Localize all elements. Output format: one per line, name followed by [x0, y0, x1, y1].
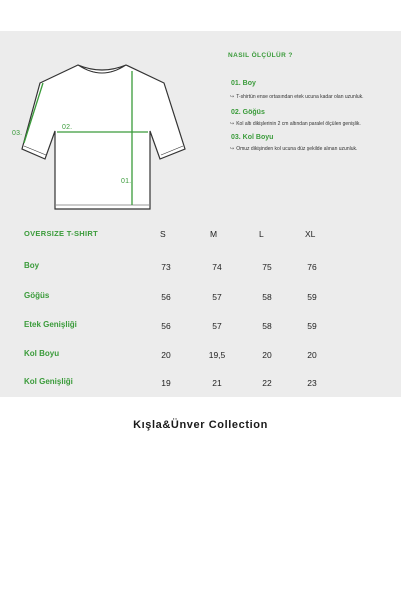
- table-cell: 76: [307, 262, 317, 272]
- arrow-icon: ↪: [230, 121, 235, 127]
- table-cell: 59: [307, 321, 317, 331]
- brand-name: Kışla&Ünver Collection: [133, 419, 268, 431]
- measure-desc-1: ↪ T-shirtün ense ortasından etek ucuna kadar olan uzunluk.: [230, 94, 364, 100]
- table-cell: 20: [307, 350, 317, 360]
- table-cell: 56: [161, 321, 171, 331]
- table-cell: 20: [161, 350, 171, 360]
- table-cell: 59: [307, 292, 317, 302]
- tshirt-outline: [22, 65, 185, 209]
- size-header-xl: XL: [305, 229, 316, 239]
- label-chest: 02.: [62, 124, 73, 131]
- measure-heading-1: 01. Boy: [231, 80, 256, 87]
- label-length: 01.: [121, 178, 132, 185]
- row-label-etek-genisligi: Etek Genişliği: [24, 320, 77, 329]
- table-cell: 56: [161, 292, 171, 302]
- table-cell: 58: [262, 321, 272, 331]
- table-cell: 23: [307, 378, 317, 388]
- row-label-kol-genisligi: Kol Genişliği: [24, 377, 73, 386]
- table-cell: 19,5: [208, 350, 226, 360]
- measure-desc-2: ↪ Kol altı dikişlerinin 2 cm altından paralel ölçülen genişlik.: [230, 121, 361, 127]
- size-header-s: S: [160, 229, 166, 239]
- table-cell: 19: [161, 378, 171, 388]
- arrow-icon: ↪: [230, 146, 235, 152]
- size-header-l: L: [259, 229, 264, 239]
- table-cell: 57: [212, 321, 222, 331]
- table-cell: 20: [262, 350, 272, 360]
- measure-heading-2: 02. Göğüs: [231, 109, 265, 116]
- arrow-icon: ↪: [230, 94, 235, 100]
- table-cell: 58: [262, 292, 272, 302]
- table-model-header: OVERSIZE T-SHIRT: [24, 229, 98, 238]
- table-cell: 74: [212, 262, 222, 272]
- table-cell: 75: [262, 262, 272, 272]
- size-header-m: M: [210, 229, 218, 239]
- measure-desc-3: ↪ Omuz dikişinden kol ucuna düz şekilde alınan uzunluk.: [230, 146, 358, 152]
- table-cell: 21: [212, 378, 222, 388]
- measure-guide-title: NASIL ÖLÇÜLÜR ?: [228, 52, 293, 59]
- label-sleeve: 03.: [12, 130, 23, 137]
- measure-heading-3: 03. Kol Boyu: [231, 134, 274, 141]
- table-cell: 73: [161, 262, 171, 272]
- tshirt-diagram: [0, 31, 200, 221]
- table-cell: 22: [262, 378, 272, 388]
- row-label-kol-boyu: Kol Boyu: [24, 349, 60, 358]
- row-label-gogus: Göğüs: [24, 291, 50, 300]
- table-cell: 57: [212, 292, 222, 302]
- row-label-boy: Boy: [24, 261, 40, 270]
